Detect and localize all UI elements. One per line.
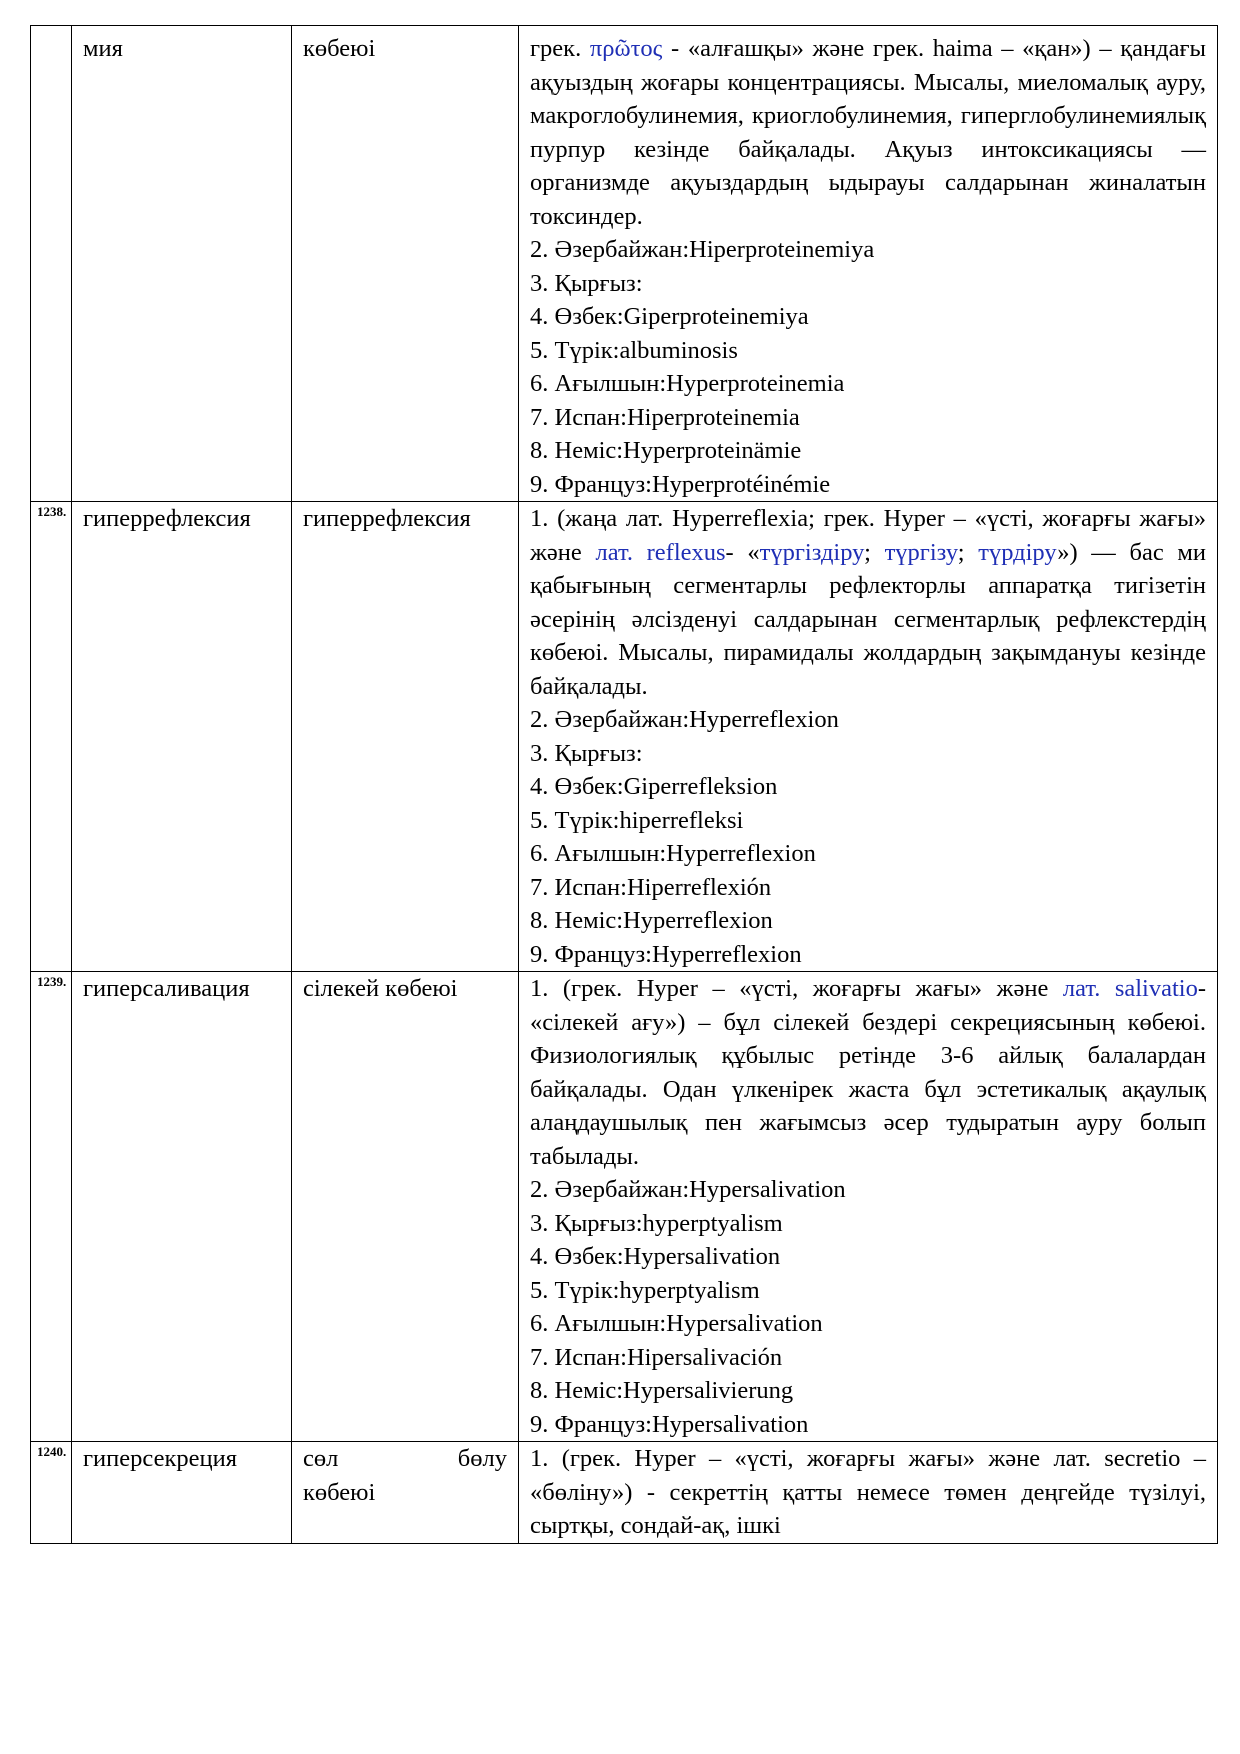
- translation-line: 8. Неміс:Hyperreflexion: [530, 907, 773, 934]
- latin-word-link: лат. salivatio: [1062, 975, 1198, 1002]
- translation-link: түргізу: [884, 538, 958, 566]
- definition-cell: [519, 502, 1218, 972]
- definition-cell: [519, 972, 1218, 1442]
- entry-number: 1239.: [31, 972, 72, 1442]
- translation-link: түргіздіру: [759, 538, 865, 566]
- translation-line: 7. Испан:Hiperproteinemia: [530, 403, 800, 431]
- kazakh-term-cell: көбеюі: [292, 26, 519, 502]
- translation-line: 7. Испан:Hipersalivación: [530, 1343, 783, 1371]
- translation-line: 3. Қырғыз:hyperptyalism: [530, 1209, 783, 1237]
- translation-line: 5. Түрік:hyperptyalism: [530, 1276, 760, 1304]
- term-cell: гиперсекреция: [72, 1442, 292, 1544]
- translation-line: 4. Өзбек:Giperrefleksion: [530, 773, 778, 800]
- translation-line: 9. Француз:Hypersalivation: [530, 1410, 809, 1438]
- table-row: [31, 26, 1218, 502]
- translation-line: 3. Қырғыз:: [530, 739, 643, 767]
- term-cell: мия: [72, 26, 292, 502]
- kazakh-term-cell: сөл бөлу көбеюі: [292, 1442, 519, 1544]
- translation-line: 8. Неміс:Hyperproteinämie: [530, 437, 802, 464]
- translation-line: 7. Испан:Hiperreflexión: [530, 873, 772, 901]
- definition-text: 1. (грек. Hyper – «үсті, жоғарғы жағы» және лат. salivatio- «сілекей ағу») – бұл сілекей бездері секрециясының көбеюі. Физиологиялық құбылыс ретінде 3-6 айлық балалардан байқалады. Одан үлкенірек жаста бұл эстетикалық ақаулық алаңдаушылық пен жағымсыз әсер тудыратын ауру болып табылады.: [530, 975, 1207, 1170]
- kazakh-term-cell: гиперрефлексия: [292, 502, 519, 972]
- latin-word-link: лат. reflexus: [595, 538, 726, 566]
- translation-line: 4. Өзбек:Hypersalivation: [530, 1243, 781, 1270]
- greek-word-link: πρῶτος: [589, 35, 663, 62]
- definition-cell: [519, 1442, 1218, 1544]
- translation-line: 2. Әзербайжан:Hypersalivation: [530, 1176, 846, 1203]
- table-row: [31, 972, 1218, 1442]
- translation-line: 9. Француз:Hyperprotéinémie: [530, 470, 831, 498]
- terminology-table: [30, 25, 1218, 1544]
- translation-line: 5. Түрік:albuminosis: [530, 336, 738, 364]
- entry-number: 1238.: [31, 502, 72, 972]
- translation-line: 6. Ағылшын:Hyperproteinemia: [530, 370, 845, 397]
- term-cell: гиперрефлексия: [72, 502, 292, 972]
- translation-line: 9. Француз:Hyperreflexion: [530, 940, 802, 968]
- definition-cell: [519, 26, 1218, 502]
- definition-text: грек. πρῶτος - «алғашқы» және грек. haima – «қан») – қандағы ақуыздың жоғары концентрациясы. Мысалы, миеломалық ауру, макроглобулинемия, криоглобулинемия, гиперглобулинемиялық пурпур кезінде байқалады. Ақуыз интоксикациясы — организмде ақуыздардың ыдырауы салдарынан жиналатын токсиндер.: [530, 35, 1207, 230]
- translation-link: түрдіру: [978, 538, 1058, 566]
- translation-line: 4. Өзбек:Giperproteinemiya: [530, 303, 809, 330]
- table-row: [31, 502, 1218, 972]
- term-cell: гиперсаливация: [72, 972, 292, 1442]
- kazakh-term-cell: сілекей көбеюі: [292, 972, 519, 1442]
- translation-line: 2. Әзербайжан:Hyperreflexion: [530, 706, 839, 733]
- translation-line: 6. Ағылшын:Hyperreflexion: [530, 840, 816, 867]
- translation-line: 5. Түрік:hiperrefleksi: [530, 806, 744, 834]
- translation-line: 8. Неміс:Hypersalivierung: [530, 1377, 794, 1404]
- translation-line: 6. Ағылшын:Hypersalivation: [530, 1310, 823, 1337]
- translation-line: 3. Қырғыз:: [530, 269, 643, 297]
- definition-text: 1. (грек. Hyper – «үсті, жоғарғы жағы» және лат. secretio – «бөліну») - секреттің қатты немесе төмен деңгейде түзілуі, сыртқы, сондай-ақ, ішкі: [530, 1445, 1206, 1539]
- translation-line: 2. Әзербайжан:Hiperproteinemiya: [530, 236, 875, 263]
- entry-number: 1240.: [31, 1442, 72, 1544]
- entry-number: [31, 26, 72, 502]
- table-row: [31, 1442, 1218, 1544]
- definition-text: 1. (жаңа лат. Hyperreflexia; грек. Hyper – «үсті, жоғарғы жағы» және лат. reflexus- «түргіздіру; түргізу; түрдіру») — бас ми қабығының сегментарлы рефлекторлы аппаратқа тигізетін әсерінің әлсізденуі салдарынан сегментарлық рефлекстердің көбеюі. Мысалы, пирамидалы жолдардың зақымдануы кезінде байқалады.: [530, 505, 1206, 700]
